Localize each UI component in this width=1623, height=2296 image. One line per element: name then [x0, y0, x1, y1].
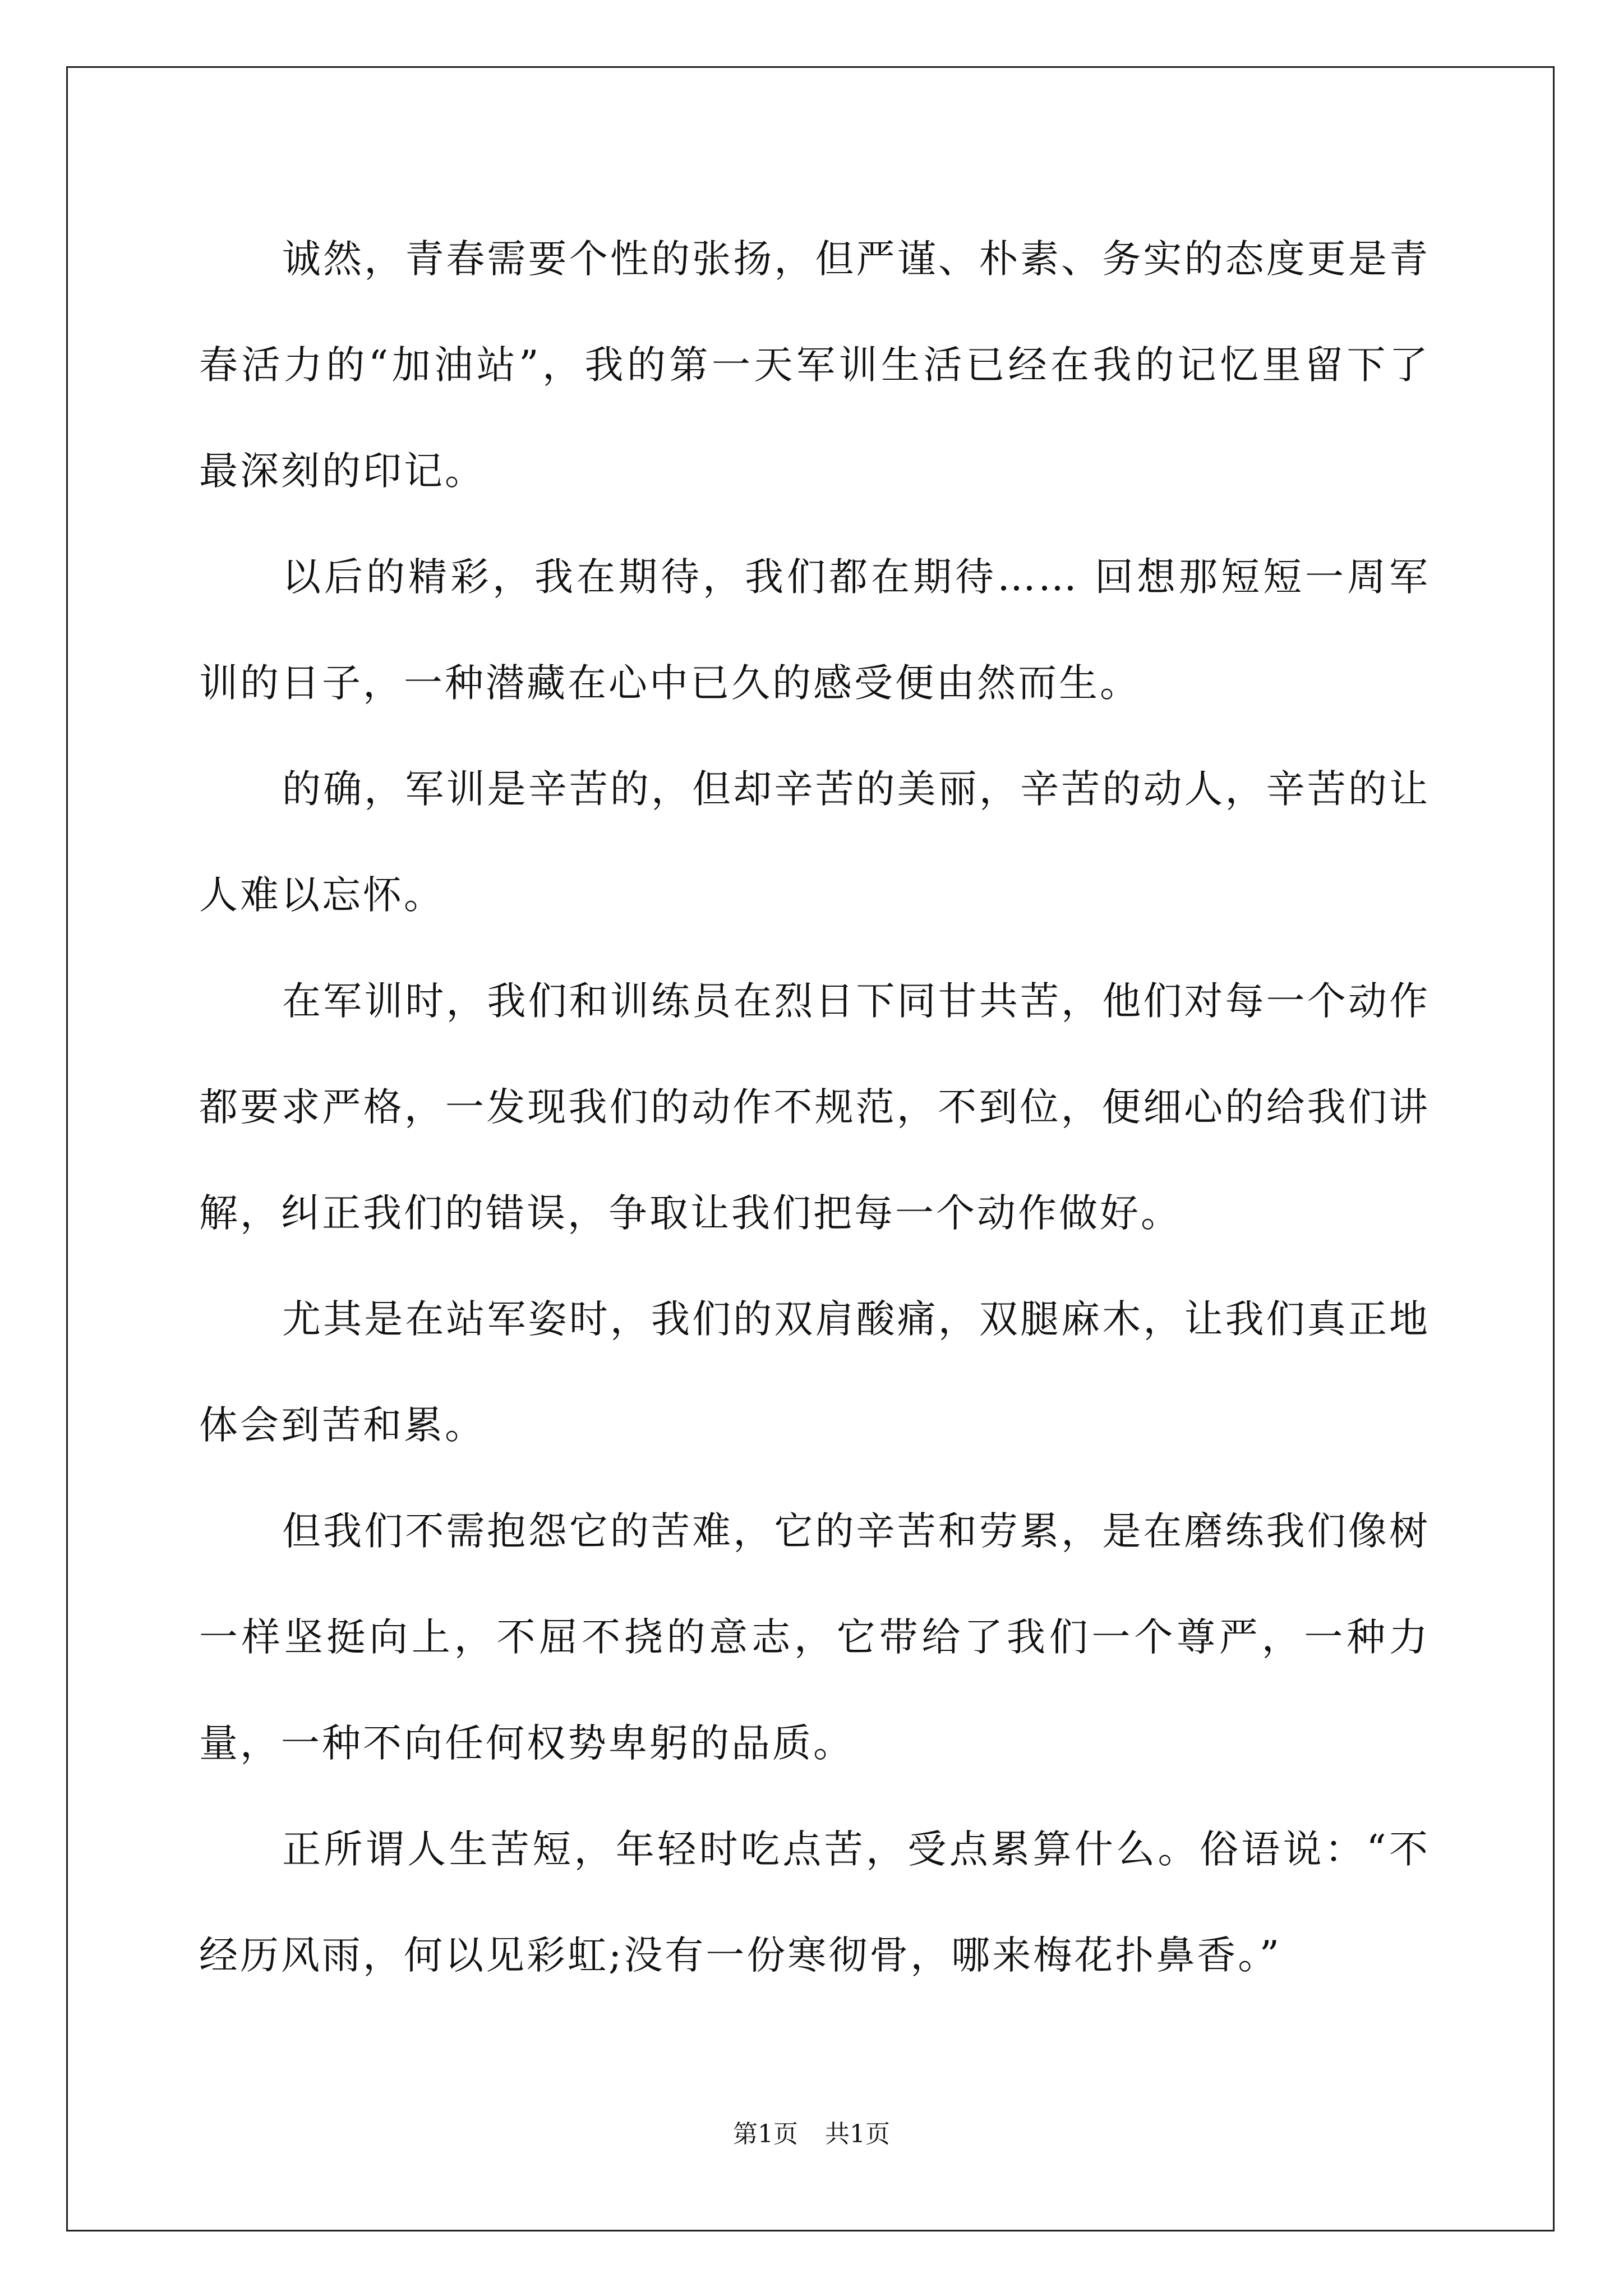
page-footer: [0, 2118, 1623, 2151]
page-number: 第1页: [733, 2120, 798, 2148]
paragraph: 但我们不需抱怨它的苦难，它的辛苦和劳累，是在磨练我们像树一样坚挺向上，不屈不挠的意志，它带给了我们一个尊严，一种力量，一种不向任何权势卑躬的品质。: [199, 1509, 1430, 1766]
page-total: 共1页: [825, 2120, 890, 2148]
document-body: [199, 206, 1430, 2009]
paragraph: 以后的精彩，我在期待，我们都在期待…… 回想那短短一周军训的日子，一种潜藏在心中已久的感受便由然而生。: [199, 555, 1430, 706]
paragraph: 正所谓人生苦短，年轻时吃点苦，受点累算什么。俗语说：“不经历风雨，何以见彩虹;没有一份寒彻骨，哪来梅花扑鼻香。”: [199, 1827, 1430, 1978]
paragraph: 在军训时，我们和训练员在烈日下同甘共苦，他们对每一个动作都要求严格，一发现我们的动作不规范，不到位，便细心的给我们讲解，纠正我们的错误，争取让我们把每一个动作做好。: [199, 979, 1430, 1236]
paragraph: 尤其是在站军姿时，我们的双肩酸痛，双腿麻木，让我们真正地体会到苦和累。: [199, 1297, 1430, 1448]
paragraph: 的确，军训是辛苦的，但却辛苦的美丽，辛苦的动人，辛苦的让人难以忘怀。: [199, 767, 1430, 918]
paragraph: 诚然，青春需要个性的张扬，但严谨、朴素、务实的态度更是青春活力的“加油站”，我的第一天军训生活已经在我的记忆里留下了最深刻的印记。: [199, 237, 1430, 494]
